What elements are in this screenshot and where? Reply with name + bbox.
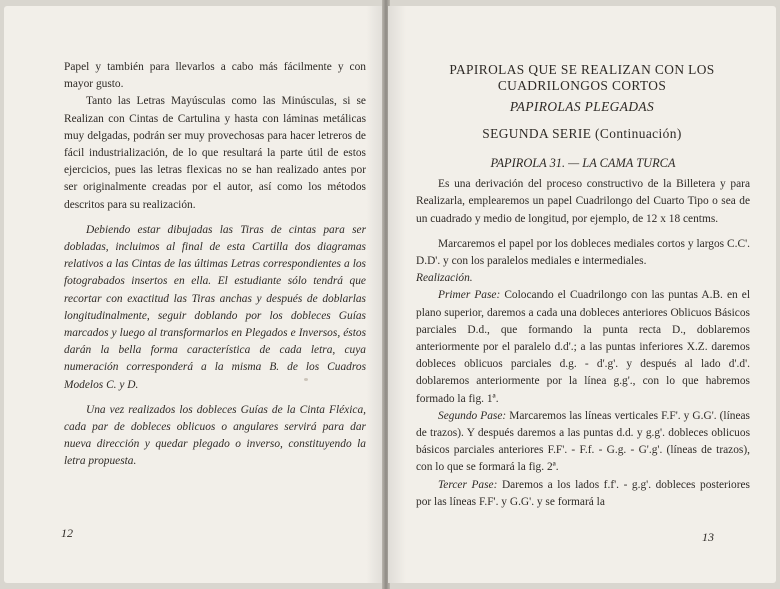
left-page bbox=[4, 6, 384, 583]
right-page-body bbox=[416, 155, 750, 511]
paragraph: Debiendo estar dibujadas las Tiras de cintas para ser dobladas, incluimos al final de esta Cartilla dos diagramas relativos a las Cintas de las últimas Letras correspondientes a los fotograbados insertos en ella. El estudiante sólo tendrá que recortar con exactitud las Tiras anchas y después de doblarlas longitudinalmente, seguir doblando por los dobleces Guías marcados y luego al transformarlos en Plegados e Inversos, éstos darán la bella forma característica de cada letra, cuya numeración corresponderá a la misma B. de los Cuadros Modelos C. y D. bbox=[64, 223, 366, 391]
paragraph: Tanto las Letras Mayúsculas como las Minúsculas, si se Realizan con Cintas de Cartulina y hasta con láminas metálicas muy delgadas, podrán ser muy provechosas para hacer letreros de fácil industrialización, de lo que resultará la parte útil de estos ejercicios, pues las letras flexicas no se han realizado antes por ser originalmente creadas por el autor, así como los métodos descritos para su realización. bbox=[64, 95, 366, 211]
chapter-title: PAPIROLAS QUE SE REALIZAN CON LOS CUADRILONGOS CORTOS bbox=[449, 62, 715, 93]
paragraph: Segundo Pase: Marcaremos las líneas verticales F.F'. y G.G'. (líneas de trazos). Y después daremos a las puntas d.d. y g.g'. dobleces oblicuos básicos parciales anteriores F.F'. - F.f. - G.g. - G'.g'. (líneas de trazos), con lo que se formará la fig. 2ª. bbox=[416, 409, 750, 474]
papirola-title: PAPIROLA 31. — LA CAMA TURCA bbox=[490, 156, 676, 170]
section-subtitle: PAPIROLAS PLEGADAS bbox=[509, 99, 655, 114]
series-heading: SEGUNDA SERIE (Continuación) bbox=[482, 126, 682, 141]
page-number: 13 bbox=[702, 530, 714, 544]
paragraph: Es una derivación del proceso constructivo de la Billetera y para Realizarla, emplearemos un papel Cuadrilongo del Cuarto Tipo o sea de un cuadrado y medio de longitud, por ejemplo, de 12 x 18 centms. bbox=[416, 178, 750, 225]
page-number: 12 bbox=[61, 526, 73, 540]
paragraph: Una vez realizados los dobleces Guías de la Cinta Fléxica, cada par de dobleces oblicuos o angulares servirá para dar nueva dirección y quedar plegado o inverso, constituyendo la letra propuesta. bbox=[64, 403, 366, 468]
paragraph: Papel y también para llevarlos a cabo más fácilmente y con mayor gusto. bbox=[64, 61, 366, 91]
paragraph: Tercer Pase: Daremos a los lados f.f'. - g.g'. dobleces posteriores por las líneas F.F'. y G.G'. y se formará la bbox=[416, 478, 750, 508]
paragraph: Primer Pase: Colocando el Cuadrilongo con las puntas A.B. en el plano superior, daremos a cada una dobleces anteriores Oblicuos Básicos parciales D.d., que formando la punta recta D., doblaremos anteriormente por el paralelo d.d'.; a las puntas inferiores X.Z. daremos dobleces oblicuos parciales d.g. - d'.g'. y después al lado d'.d'. doblaremos anteriormente por la línea g.g'., con lo que habremos formado la fig. 1ª. bbox=[416, 289, 750, 405]
realization-label: Realización. bbox=[416, 272, 473, 285]
left-page-body bbox=[64, 59, 366, 471]
paragraph: Marcaremos el papel por los dobleces mediales cortos y largos C.C'. D.D'. y con los paralelos mediales e intermediales. bbox=[416, 237, 750, 268]
right-page bbox=[388, 6, 776, 583]
